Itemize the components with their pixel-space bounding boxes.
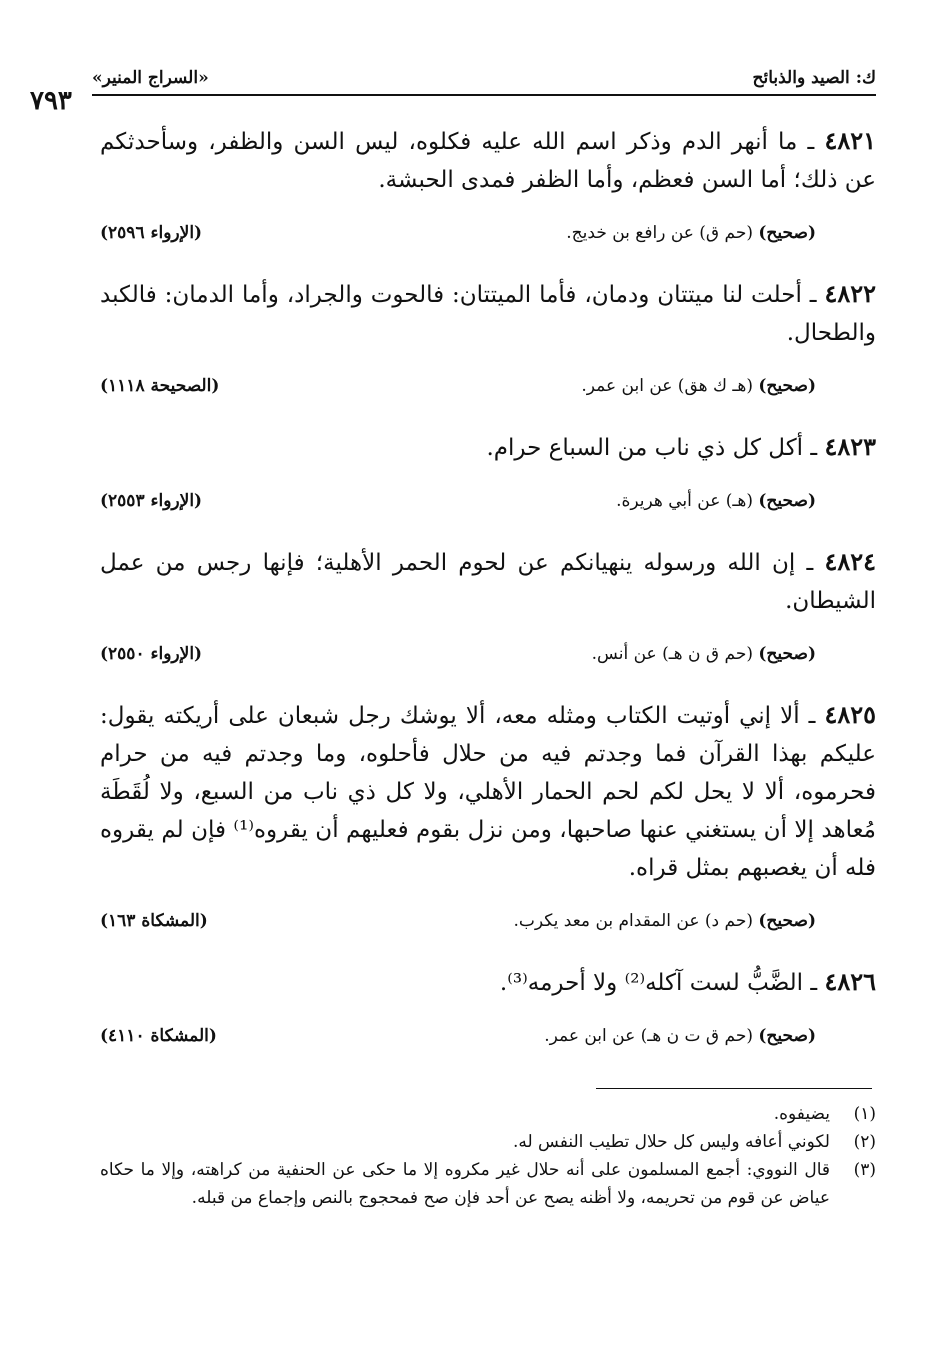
header-rule	[92, 94, 876, 96]
hadith-reference: (الإرواء ٢٥٥٣)	[100, 491, 203, 511]
page-header	[30, 58, 876, 116]
footnote-rule	[596, 1088, 872, 1089]
hadith-number: ٤٨٢٢	[824, 279, 877, 308]
hadith-reference: (المشكاة ١٦٣)	[100, 911, 208, 931]
footnote-number: (١)	[853, 1104, 876, 1124]
footnote	[100, 1156, 876, 1212]
hadith-number: ٤٨٢١	[824, 126, 876, 155]
hadith-number: ٤٨٢٥	[824, 700, 877, 729]
footnote-text: لكوني أعافه وليس كل حلال تطيب النفس له.	[512, 1132, 830, 1152]
hadith-number: ٤٨٢٣	[824, 432, 876, 461]
hadith-source: (حم ق ت ن هـ) عن ابن عمر.	[544, 1026, 753, 1046]
footnote-number: (٣)	[853, 1160, 876, 1180]
hadith-source-row	[100, 372, 876, 404]
grade-source	[544, 1026, 816, 1046]
book-title: «السراج المنير»	[92, 68, 209, 88]
hadith-entry	[100, 275, 876, 352]
hadith-source-row	[100, 640, 876, 672]
grade-source	[616, 491, 816, 511]
grade-source	[581, 376, 816, 396]
chapter-title: ك: الصيد والذبائح	[752, 68, 876, 88]
hadith-text: أكل كل ذي ناب من السباع حرام.	[486, 435, 804, 461]
footnote-text: قال النووي: أجمع المسلمون على أنه حلال غير مكروه إلا ما حكى عن الحنفية من كراهته، وإلا ما حكاه عياض عن قوم من تحريمه، ولا أظنه يصح عن أحد فإن صح فمحجوج بالنص وإجماع من قبله.	[100, 1160, 830, 1208]
hadith-reference: (المشكاة ٤١١٠)	[100, 1026, 217, 1046]
hadith-entry	[100, 963, 876, 1002]
grade-source	[566, 223, 816, 243]
hadith-number: ٤٨٢٦	[824, 967, 876, 996]
footnotes	[100, 1100, 876, 1212]
dash: ـ	[803, 970, 818, 996]
hadith-text: ألا إني أوتيت الكتاب ومثله معه، ألا يوشك رجل شبعان على أريكته يقول: عليكم بهذا القرآن فما وجدتم فيه من حلال فأحلوه، وما وجدتم فيه من حرام فحرموه، ألا لا يحل لكم لحم الحمار الأهلي، ولا كل ذي ناب من السبع، ولا لُقَطَة مُعاهد إلا أن يستغني عنها صاحبها، ومن نزل بقوم فعليهم أن يقروه⁽¹⁾ فإن لم يقروه فله أن يغصبهم بمثل قراه.	[100, 703, 876, 881]
hadith-grade: (صحيح)	[758, 1026, 816, 1046]
hadith-grade: (صحيح)	[758, 376, 816, 396]
hadith-source-row	[100, 487, 876, 519]
hadith-entry	[100, 122, 876, 199]
hadith-entry	[100, 428, 876, 467]
footnote-text: يضيفوه.	[773, 1104, 830, 1124]
hadith-source: (حم ق ن هـ) عن أنس.	[591, 644, 753, 664]
grade-source	[592, 644, 816, 664]
hadith-text: إن الله ورسوله ينهيانكم عن لحوم الحمر الأهلية؛ فإنها رجس من عمل الشيطان.	[100, 550, 876, 614]
hadith-source: (هـ) عن أبي هريرة.	[616, 491, 753, 511]
dash: ـ	[801, 282, 817, 308]
footnote	[100, 1100, 876, 1128]
grade-source	[514, 911, 817, 931]
hadith-entry	[100, 696, 876, 887]
hadith-reference: (الإرواء ٢٥٩٦)	[100, 223, 203, 243]
hadith-grade: (صحيح)	[758, 491, 816, 511]
dash: ـ	[799, 703, 816, 729]
dash: ـ	[795, 550, 814, 576]
hadith-source: (حم د) عن المقدام بن معد يكرب.	[513, 911, 753, 931]
hadith-reference: (الصحيحة ١١١٨)	[100, 376, 220, 396]
footnote-number: (٢)	[853, 1132, 876, 1152]
footnote	[100, 1128, 876, 1156]
hadith-list	[100, 122, 876, 1078]
hadith-source-row	[100, 907, 876, 939]
hadith-source: (حم ق) عن رافع بن خديج.	[566, 223, 753, 243]
hadith-entry	[100, 543, 876, 620]
hadith-source: (هـ ك هق) عن ابن عمر.	[581, 376, 753, 396]
dash: ـ	[803, 435, 818, 461]
hadith-source-row	[100, 1022, 876, 1054]
hadith-text: ما أنهر الدم وذكر اسم الله عليه فكلوه، ليس السن والظفر، وسأحدثكم عن ذلك؛ أما السن فعظم، وأما الظفر فمدى الحبشة.	[100, 129, 876, 193]
hadith-text: أحلت لنا ميتتان ودمان، فأما الميتتان: فالحوت والجراد، وأما الدمان: فالكبد والطحال.	[100, 282, 876, 346]
page-number: ٧٩٣	[30, 86, 72, 116]
hadith-source-row	[100, 219, 876, 251]
hadith-grade: (صحيح)	[758, 223, 816, 243]
hadith-number: ٤٨٢٤	[824, 547, 876, 576]
hadith-grade: (صحيح)	[758, 644, 816, 664]
hadith-reference: (الإرواء ٢٥٥٠)	[100, 644, 203, 664]
hadith-grade: (صحيح)	[758, 911, 816, 931]
hadith-text: الضَّبُّ لست آكله⁽²⁾ ولا أحرمه⁽³⁾.	[499, 970, 804, 996]
dash: ـ	[797, 129, 815, 155]
